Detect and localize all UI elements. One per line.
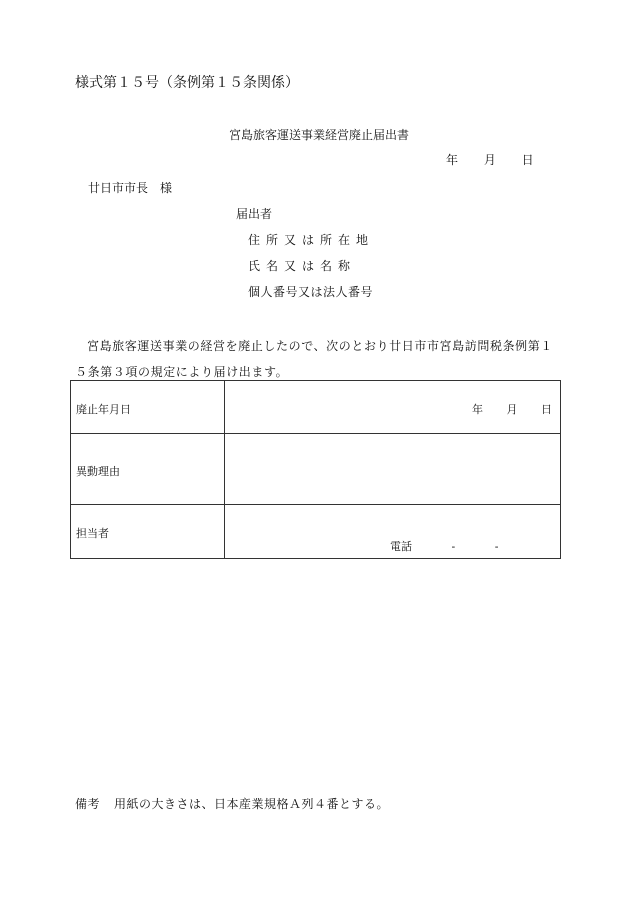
address-label: 住所又は所在地 [248,233,375,247]
contact-person-field[interactable] [225,505,561,559]
table-row [71,381,561,434]
contact-person-label-cell [71,505,225,559]
phone-dash: - [494,540,499,553]
remarks-text: 用紙の大きさは、日本産業規格Ａ列４番とする。 [114,797,390,811]
table-row [71,505,561,559]
name-label: 氏名又は名称 [248,259,357,273]
applicant-heading: 届出者 [236,207,273,221]
change-reason-label-cell [71,434,225,505]
document-title: 宮島旅客運送事業経営廃止届出書 [228,128,409,142]
abolition-date-value: 年 月 日 [472,403,552,416]
form-table [70,380,561,559]
contact-person-label: 担当者 [76,527,109,540]
addressee: 廿日市市長 様 [88,181,173,195]
remarks-label: 備考 [75,797,101,811]
table-row [71,434,561,505]
body-text: 宮島旅客運送事業の経営を廃止したので、次のとおり廿日市市宮島訪問税条例第１５条第３項の規定により届け出ます。 [75,339,553,379]
abolition-date-field[interactable] [225,381,561,434]
abolition-date-label-cell [71,381,225,434]
change-reason-field[interactable] [225,434,561,505]
number-label: 個人番号又は法人番号 [248,285,374,299]
abolition-date-label: 廃止年月日 [76,403,131,416]
remarks [75,795,389,812]
phone-label: 電話 [390,540,412,553]
form-number: 様式第１５号（条例第１５条関係） [75,75,299,91]
submission-date: 年 月 日 [446,153,534,167]
change-reason-label: 異動理由 [76,465,120,478]
phone-dash: - [451,540,456,553]
